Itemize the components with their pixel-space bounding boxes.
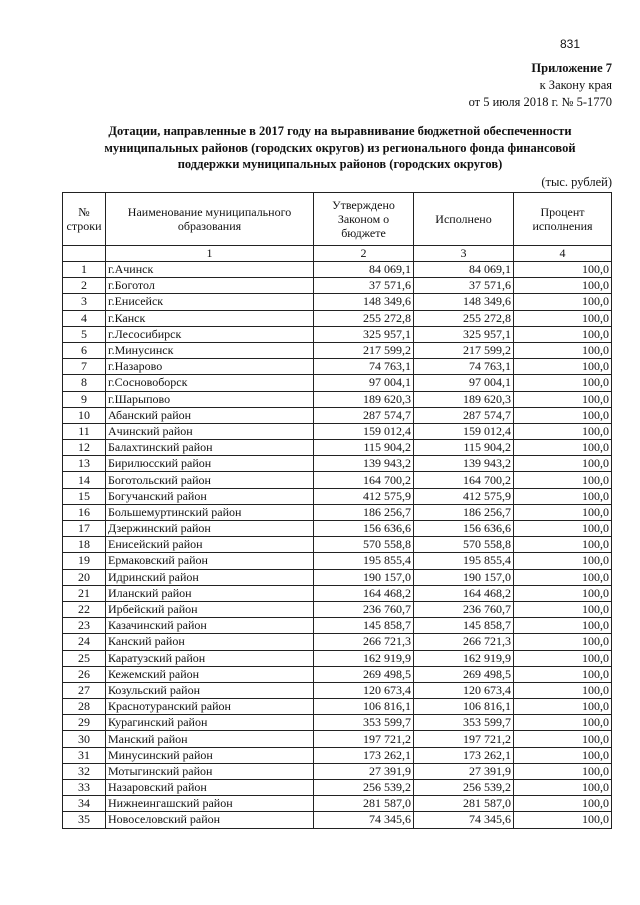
- execution-percent: 100,0: [514, 278, 612, 294]
- approved-amount: 217 599,2: [314, 342, 414, 358]
- approved-amount: 412 575,9: [314, 488, 414, 504]
- executed-amount: 189 620,3: [414, 391, 514, 407]
- table-row: [63, 763, 612, 779]
- row-number: 8: [63, 375, 106, 391]
- header-name: Наименование муниципального образования: [106, 193, 314, 246]
- title-line: Дотации, направленные в 2017 году на выравнивание бюджетной обеспеченности: [108, 124, 572, 138]
- table-row: [63, 731, 612, 747]
- table-row: [63, 699, 612, 715]
- municipality-name: Кежемский район: [106, 666, 314, 682]
- municipality-name: Иланский район: [106, 585, 314, 601]
- row-number: 19: [63, 553, 106, 569]
- executed-amount: 139 943,2: [414, 456, 514, 472]
- execution-percent: 100,0: [514, 731, 612, 747]
- execution-percent: 100,0: [514, 262, 612, 278]
- execution-percent: 100,0: [514, 391, 612, 407]
- execution-percent: 100,0: [514, 537, 612, 553]
- municipality-name: Абанский район: [106, 407, 314, 423]
- municipality-name: Дзержинский район: [106, 521, 314, 537]
- row-number: 24: [63, 634, 106, 650]
- row-number: 10: [63, 407, 106, 423]
- execution-percent: 100,0: [514, 294, 612, 310]
- executed-amount: 120 673,4: [414, 682, 514, 698]
- column-number: 2: [314, 246, 414, 262]
- appendix-title: Приложение 7: [531, 61, 612, 75]
- table-row: [63, 359, 612, 375]
- execution-percent: 100,0: [514, 812, 612, 828]
- executed-amount: 236 760,7: [414, 601, 514, 617]
- approved-amount: 37 571,6: [314, 278, 414, 294]
- executed-amount: 27 391,9: [414, 763, 514, 779]
- approved-amount: 164 468,2: [314, 585, 414, 601]
- municipality-name: Козульский район: [106, 682, 314, 698]
- table-row: [63, 585, 612, 601]
- municipality-name: Енисейский район: [106, 537, 314, 553]
- executed-amount: 269 498,5: [414, 666, 514, 682]
- approved-amount: 281 587,0: [314, 796, 414, 812]
- executed-amount: 325 957,1: [414, 326, 514, 342]
- approved-amount: 255 272,8: [314, 310, 414, 326]
- row-number: 26: [63, 666, 106, 682]
- executed-amount: 84 069,1: [414, 262, 514, 278]
- table-row: [63, 812, 612, 828]
- table-row: [63, 375, 612, 391]
- municipality-name: Бирилюсский район: [106, 456, 314, 472]
- table-row: [63, 278, 612, 294]
- approved-amount: 570 558,8: [314, 537, 414, 553]
- table-row: [63, 715, 612, 731]
- row-number: 34: [63, 796, 106, 812]
- table-row: [63, 504, 612, 520]
- table-row: [63, 634, 612, 650]
- table-row: [63, 488, 612, 504]
- municipality-name: г.Лесосибирск: [106, 326, 314, 342]
- row-number: 30: [63, 731, 106, 747]
- execution-percent: 100,0: [514, 666, 612, 682]
- row-number: 22: [63, 601, 106, 617]
- approved-amount: 97 004,1: [314, 375, 414, 391]
- executed-amount: 162 919,9: [414, 650, 514, 666]
- execution-percent: 100,0: [514, 553, 612, 569]
- executed-amount: 281 587,0: [414, 796, 514, 812]
- row-number: 3: [63, 294, 106, 310]
- executed-amount: 74 763,1: [414, 359, 514, 375]
- header-row-number: № строки: [63, 193, 106, 246]
- row-number: 1: [63, 262, 106, 278]
- executed-amount: 164 700,2: [414, 472, 514, 488]
- execution-percent: 100,0: [514, 440, 612, 456]
- executed-amount: 37 571,6: [414, 278, 514, 294]
- table-body: [63, 262, 612, 829]
- approved-amount: 74 345,6: [314, 812, 414, 828]
- approved-amount: 84 069,1: [314, 262, 414, 278]
- header-percent: Процент исполнения: [514, 193, 612, 246]
- executed-amount: 255 272,8: [414, 310, 514, 326]
- approved-amount: 195 855,4: [314, 553, 414, 569]
- municipality-name: г.Ачинск: [106, 262, 314, 278]
- execution-percent: 100,0: [514, 780, 612, 796]
- approved-amount: 159 012,4: [314, 423, 414, 439]
- table-row: [63, 780, 612, 796]
- execution-percent: 100,0: [514, 456, 612, 472]
- row-number: 32: [63, 763, 106, 779]
- municipality-name: Краснотуранский район: [106, 699, 314, 715]
- approved-amount: 190 157,0: [314, 569, 414, 585]
- municipality-name: Богучанский район: [106, 488, 314, 504]
- execution-percent: 100,0: [514, 359, 612, 375]
- row-number: 27: [63, 682, 106, 698]
- municipality-name: Назаровский район: [106, 780, 314, 796]
- execution-percent: 100,0: [514, 763, 612, 779]
- page-number: 831: [560, 37, 581, 51]
- approved-amount: 269 498,5: [314, 666, 414, 682]
- approved-amount: 115 904,2: [314, 440, 414, 456]
- row-number: 17: [63, 521, 106, 537]
- table-row: [63, 521, 612, 537]
- approved-amount: 287 574,7: [314, 407, 414, 423]
- approved-amount: 325 957,1: [314, 326, 414, 342]
- appendix-heading: [469, 60, 612, 111]
- municipality-name: Новоселовский район: [106, 812, 314, 828]
- row-number: 9: [63, 391, 106, 407]
- approved-amount: 236 760,7: [314, 601, 414, 617]
- executed-amount: 106 816,1: [414, 699, 514, 715]
- approved-amount: 106 816,1: [314, 699, 414, 715]
- execution-percent: 100,0: [514, 326, 612, 342]
- municipality-name: Минусинский район: [106, 747, 314, 763]
- executed-amount: 115 904,2: [414, 440, 514, 456]
- row-number: 15: [63, 488, 106, 504]
- municipality-name: г.Сосновоборск: [106, 375, 314, 391]
- row-number: 2: [63, 278, 106, 294]
- municipality-name: Манский район: [106, 731, 314, 747]
- municipality-name: Ирбейский район: [106, 601, 314, 617]
- executed-amount: 74 345,6: [414, 812, 514, 828]
- execution-percent: 100,0: [514, 310, 612, 326]
- approved-amount: 120 673,4: [314, 682, 414, 698]
- appendix-law: к Закону края: [539, 78, 612, 92]
- executed-amount: 287 574,7: [414, 407, 514, 423]
- approved-amount: 197 721,2: [314, 731, 414, 747]
- units-label: (тыс. рублей): [541, 175, 612, 189]
- appendix-date: от 5 июля 2018 г. № 5-1770: [468, 95, 612, 109]
- municipality-name: г.Канск: [106, 310, 314, 326]
- execution-percent: 100,0: [514, 715, 612, 731]
- municipality-name: Канский район: [106, 634, 314, 650]
- row-number: 29: [63, 715, 106, 731]
- municipality-name: г.Назарово: [106, 359, 314, 375]
- approved-amount: 139 943,2: [314, 456, 414, 472]
- document-title: [70, 123, 610, 173]
- municipality-name: Идринский район: [106, 569, 314, 585]
- executed-amount: 197 721,2: [414, 731, 514, 747]
- execution-percent: 100,0: [514, 618, 612, 634]
- table-row: [63, 407, 612, 423]
- municipality-name: Курагинский район: [106, 715, 314, 731]
- table-row: [63, 294, 612, 310]
- table-row: [63, 456, 612, 472]
- execution-percent: 100,0: [514, 342, 612, 358]
- execution-percent: 100,0: [514, 504, 612, 520]
- table-row: [63, 262, 612, 278]
- row-number: 33: [63, 780, 106, 796]
- execution-percent: 100,0: [514, 569, 612, 585]
- table-row: [63, 472, 612, 488]
- executed-amount: 217 599,2: [414, 342, 514, 358]
- header-executed: Исполнено: [414, 193, 514, 246]
- table-row: [63, 310, 612, 326]
- row-number: 21: [63, 585, 106, 601]
- row-number: 6: [63, 342, 106, 358]
- executed-amount: 164 468,2: [414, 585, 514, 601]
- executed-amount: 256 539,2: [414, 780, 514, 796]
- executed-amount: 148 349,6: [414, 294, 514, 310]
- row-number: 25: [63, 650, 106, 666]
- executed-amount: 97 004,1: [414, 375, 514, 391]
- municipality-name: г.Боготол: [106, 278, 314, 294]
- table-row: [63, 326, 612, 342]
- row-number: 13: [63, 456, 106, 472]
- municipality-name: Казачинский район: [106, 618, 314, 634]
- execution-percent: 100,0: [514, 423, 612, 439]
- approved-amount: 148 349,6: [314, 294, 414, 310]
- municipality-name: Боготольский район: [106, 472, 314, 488]
- title-line: муниципальных районов (городских округов) из регионального фонда финансовой: [104, 140, 576, 155]
- table-row: [63, 553, 612, 569]
- table-row: [63, 423, 612, 439]
- row-number: 5: [63, 326, 106, 342]
- execution-percent: 100,0: [514, 585, 612, 601]
- approved-amount: 256 539,2: [314, 780, 414, 796]
- table-row: [63, 569, 612, 585]
- table-row: [63, 650, 612, 666]
- executed-amount: 173 262,1: [414, 747, 514, 763]
- municipality-name: Нижнеингашский район: [106, 796, 314, 812]
- municipality-name: г.Шарыпово: [106, 391, 314, 407]
- approved-amount: 162 919,9: [314, 650, 414, 666]
- approved-amount: 164 700,2: [314, 472, 414, 488]
- row-number: 18: [63, 537, 106, 553]
- row-number: 11: [63, 423, 106, 439]
- table-row: [63, 682, 612, 698]
- row-number: 28: [63, 699, 106, 715]
- municipality-name: Мотыгинский район: [106, 763, 314, 779]
- municipality-name: Каратузский район: [106, 650, 314, 666]
- row-number: 16: [63, 504, 106, 520]
- approved-amount: 156 636,6: [314, 521, 414, 537]
- execution-percent: 100,0: [514, 796, 612, 812]
- row-number: 4: [63, 310, 106, 326]
- execution-percent: 100,0: [514, 472, 612, 488]
- approved-amount: 353 599,7: [314, 715, 414, 731]
- execution-percent: 100,0: [514, 375, 612, 391]
- table-row: [63, 601, 612, 617]
- row-number: 35: [63, 812, 106, 828]
- municipality-name: Большемуртинский район: [106, 504, 314, 520]
- column-number-blank: [63, 246, 106, 262]
- column-number: 4: [514, 246, 612, 262]
- table-row: [63, 796, 612, 812]
- executed-amount: 353 599,7: [414, 715, 514, 731]
- execution-percent: 100,0: [514, 650, 612, 666]
- table-row: [63, 618, 612, 634]
- column-number: 1: [106, 246, 314, 262]
- approved-amount: 189 620,3: [314, 391, 414, 407]
- municipality-name: Ермаковский район: [106, 553, 314, 569]
- approved-amount: 186 256,7: [314, 504, 414, 520]
- title-line: поддержки муниципальных районов (городских округов): [177, 157, 503, 171]
- table-row: [63, 747, 612, 763]
- table-row: [63, 440, 612, 456]
- execution-percent: 100,0: [514, 682, 612, 698]
- execution-percent: 100,0: [514, 407, 612, 423]
- subsidies-table: [62, 192, 612, 829]
- execution-percent: 100,0: [514, 521, 612, 537]
- execution-percent: 100,0: [514, 601, 612, 617]
- executed-amount: 186 256,7: [414, 504, 514, 520]
- table-row: [63, 342, 612, 358]
- approved-amount: 74 763,1: [314, 359, 414, 375]
- row-number: 31: [63, 747, 106, 763]
- approved-amount: 27 391,9: [314, 763, 414, 779]
- row-number: 20: [63, 569, 106, 585]
- approved-amount: 173 262,1: [314, 747, 414, 763]
- row-number: 14: [63, 472, 106, 488]
- municipality-name: г.Енисейск: [106, 294, 314, 310]
- table-row: [63, 666, 612, 682]
- execution-percent: 100,0: [514, 699, 612, 715]
- municipality-name: Балахтинский район: [106, 440, 314, 456]
- execution-percent: 100,0: [514, 634, 612, 650]
- table-row: [63, 391, 612, 407]
- column-number: 3: [414, 246, 514, 262]
- execution-percent: 100,0: [514, 488, 612, 504]
- execution-percent: 100,0: [514, 747, 612, 763]
- executed-amount: 266 721,3: [414, 634, 514, 650]
- executed-amount: 190 157,0: [414, 569, 514, 585]
- municipality-name: г.Минусинск: [106, 342, 314, 358]
- executed-amount: 195 855,4: [414, 553, 514, 569]
- executed-amount: 156 636,6: [414, 521, 514, 537]
- row-number: 23: [63, 618, 106, 634]
- approved-amount: 145 858,7: [314, 618, 414, 634]
- table-row: [63, 537, 612, 553]
- row-number: 7: [63, 359, 106, 375]
- approved-amount: 266 721,3: [314, 634, 414, 650]
- header-approved: Утверждено Законом о бюджете: [314, 193, 414, 246]
- executed-amount: 570 558,8: [414, 537, 514, 553]
- row-number: 12: [63, 440, 106, 456]
- executed-amount: 145 858,7: [414, 618, 514, 634]
- executed-amount: 159 012,4: [414, 423, 514, 439]
- municipality-name: Ачинский район: [106, 423, 314, 439]
- executed-amount: 412 575,9: [414, 488, 514, 504]
